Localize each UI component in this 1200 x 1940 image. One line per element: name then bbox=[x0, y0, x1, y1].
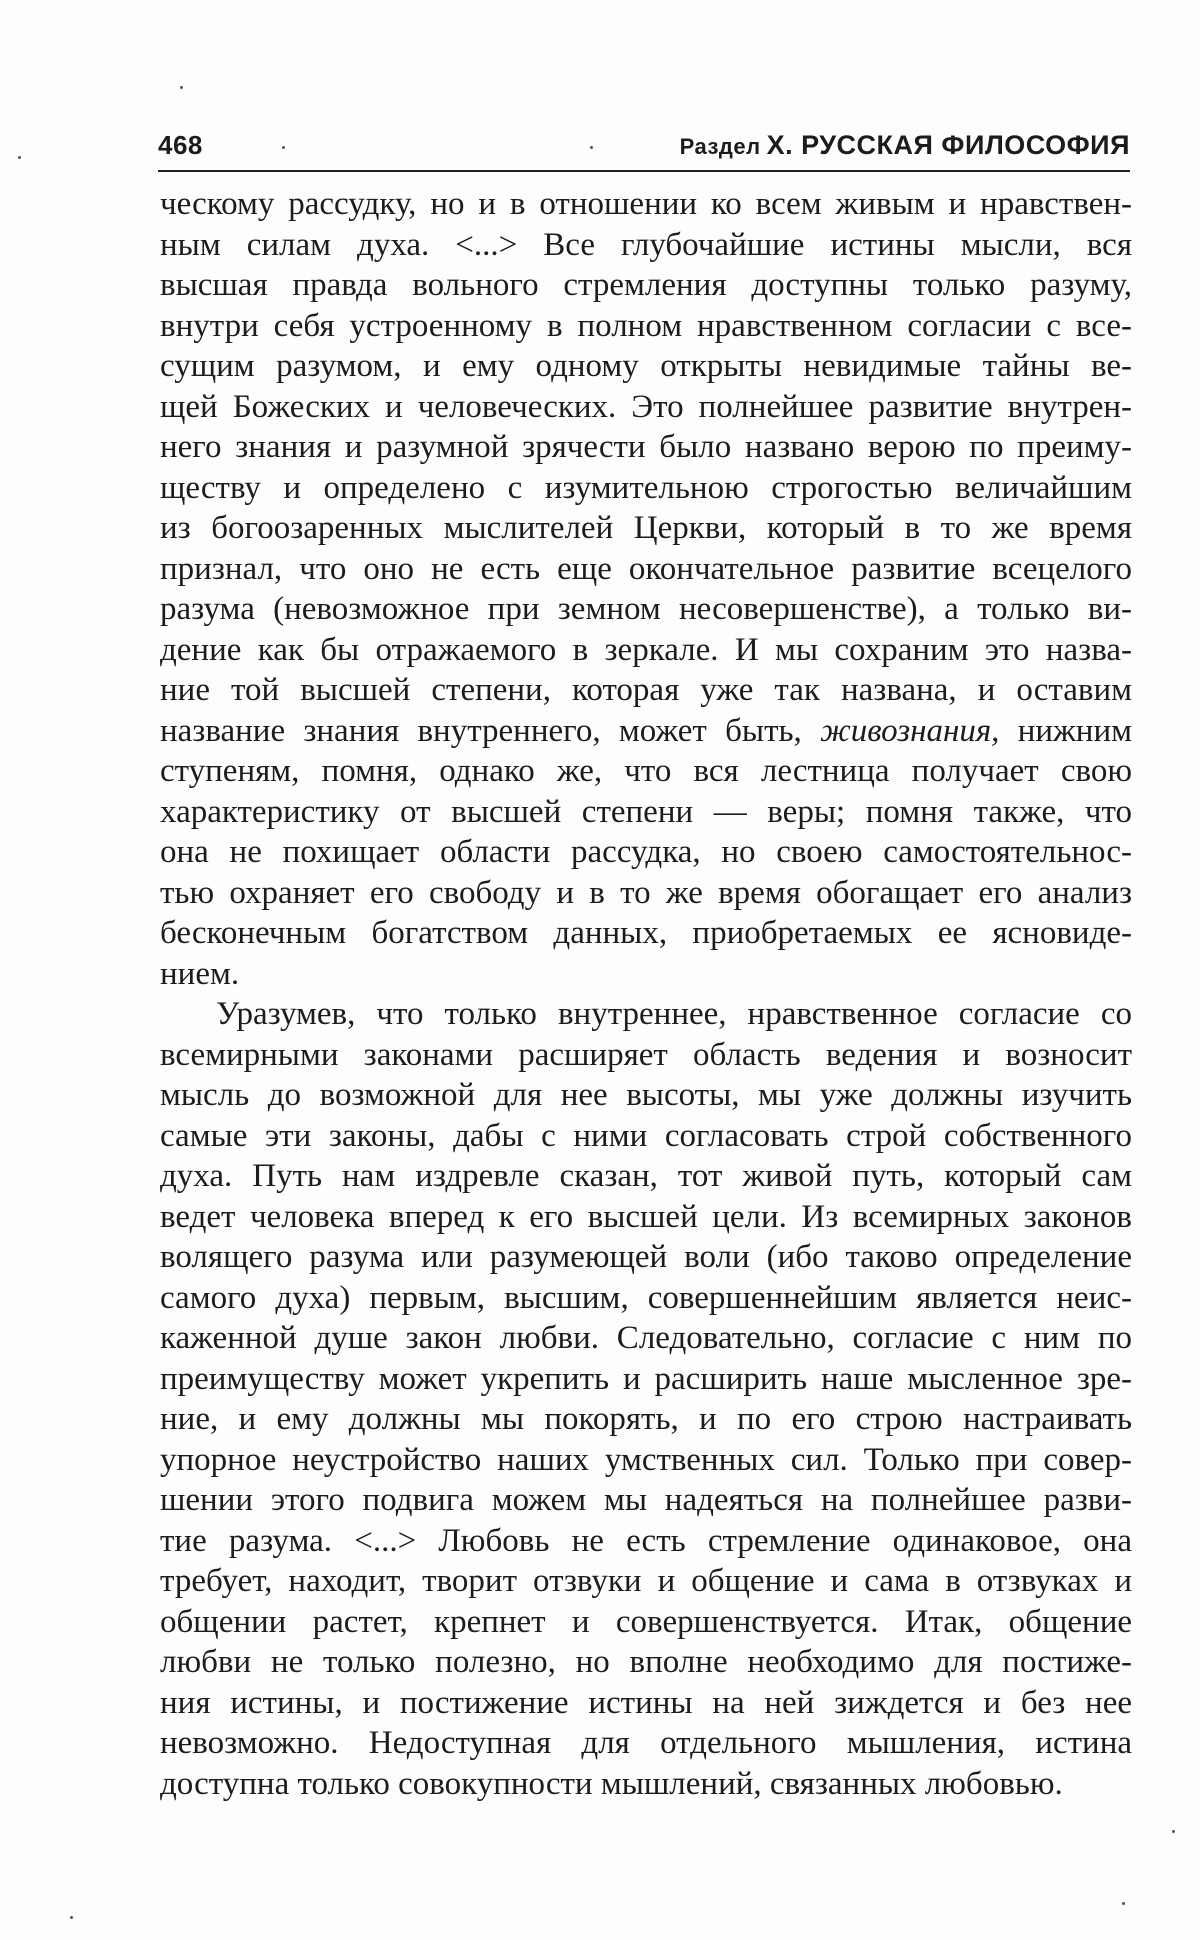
text-line: сущим разумом, и ему одному открыты невидимые тайны ве- bbox=[160, 348, 1132, 384]
text-line: нием. bbox=[160, 955, 240, 992]
section-title: Х. РУССКАЯ ФИЛОСОФИЯ bbox=[766, 130, 1130, 160]
scan-speck bbox=[1122, 1902, 1125, 1905]
running-head bbox=[680, 130, 1130, 161]
text-line: тью охраняет его свободу и в то же время обогащает его анализ bbox=[160, 874, 1132, 911]
text-line: бесконечным богатством данных, приобретаемых ее ясновиде- bbox=[160, 915, 1132, 951]
text-line: дение как бы отражаемого в зеркале. И мы сохраним это назва- bbox=[160, 631, 1132, 668]
scan-speck bbox=[18, 156, 21, 159]
text-line: ведет человека вперед к его высшей цели. Из всемирных законов bbox=[160, 1198, 1132, 1235]
text-line: она не похищает области рассудка, но своею самостоятельнос- bbox=[160, 834, 1132, 870]
text-line: волящего разума или разумеющей воли (ибо таково определение bbox=[160, 1239, 1132, 1275]
text-line: всемирными законами расширяет область ведения и возносит bbox=[160, 1036, 1132, 1073]
text-segment: название знания внутреннего, может быть, bbox=[160, 712, 802, 749]
page-header bbox=[158, 126, 1130, 172]
paragraph-first-line: Уразумев, что только внутреннее, нравственное согласие со bbox=[216, 996, 1132, 1032]
text-line: доступна только совокупности мышлений, связанных любовью. bbox=[160, 1765, 1063, 1802]
text-line: высшая правда вольного стремления доступны только разуму, bbox=[160, 267, 1132, 303]
text-line: духа. Путь нам издревле сказан, тот живой путь, который сам bbox=[160, 1158, 1132, 1194]
text-line: самого духа) первым, высшим, совершеннейшим является неис- bbox=[160, 1279, 1132, 1316]
text-line: требует, находит, творит отзвуки и общение и сама в отзвуках и bbox=[160, 1563, 1132, 1599]
italic-term: живознания, bbox=[820, 712, 1000, 749]
text-line: тие разума. <...> Любовь не есть стремление одинаковое, она bbox=[160, 1522, 1132, 1559]
text-line: каженной душе закон любви. Следовательно, согласие с ним по bbox=[160, 1320, 1132, 1356]
text-line: него знания и разумной зрячести было названо верою по преиму- bbox=[160, 429, 1132, 465]
text-segment: нижним bbox=[1017, 712, 1133, 749]
text-line: невозможно. Недоступная для отдельного мышления, истина bbox=[160, 1725, 1132, 1761]
scan-speck bbox=[180, 86, 183, 89]
text-line: общении растет, крепнет и совершенствуется. Итак, общение bbox=[160, 1603, 1132, 1640]
text-line: ния истины, и постижение истины на ней зиждется и без нее bbox=[160, 1684, 1132, 1721]
text-line: самые эти законы, дабы с ними согласовать строй собственного bbox=[160, 1117, 1132, 1154]
text-line: мысль до возможной для нее высоты, мы уже должны изучить bbox=[160, 1077, 1132, 1113]
text-line: упорное неустройство наших умственных сил. Только при совер- bbox=[160, 1441, 1132, 1478]
scan-speck bbox=[1172, 1830, 1175, 1833]
text-line: из богоозаренных мыслителей Церкви, который в то же время bbox=[160, 510, 1132, 546]
text-line: ществу и определено с изумительною строгостью величайшим bbox=[160, 469, 1132, 506]
text-line: внутри себя устроенному в полном нравственном согласии с все- bbox=[160, 307, 1132, 344]
text-line: характеристику от высшей степени — веры; помня также, что bbox=[160, 793, 1132, 830]
text-line: признал, что оно не есть еще окончательное развитие всецелого bbox=[160, 550, 1132, 587]
section-label: Раздел bbox=[679, 134, 761, 159]
text-line: преимуществу может укрепить и расширить наше мысленное зре- bbox=[160, 1360, 1132, 1397]
text-line-with-italic bbox=[160, 711, 1132, 752]
body-text bbox=[160, 184, 1132, 1804]
text-line: ным силам духа. <...> Все глубочайшие истины мысли, вся bbox=[160, 226, 1132, 263]
text-line: ческому рассудку, но и в отношении ко всем живым и нравствен- bbox=[160, 186, 1132, 222]
page-number: 468 bbox=[158, 130, 203, 160]
text-line: любви не только полезно, но вполне необходимо для постиже- bbox=[160, 1644, 1132, 1680]
scan-speck bbox=[590, 146, 593, 149]
text-line: шении этого подвига можем мы надеяться на полнейшее разви- bbox=[160, 1482, 1132, 1518]
scan-speck bbox=[282, 146, 285, 149]
text-line: ние, и ему должны мы покорять, и по его строю настраивать bbox=[160, 1401, 1132, 1437]
text-line: щей Божеских и человеческих. Это полнейшее развитие внутрен- bbox=[160, 388, 1132, 425]
text-line: разума (невозможное при земном несовершенстве), а только ви- bbox=[160, 591, 1132, 627]
scan-speck bbox=[70, 1916, 73, 1919]
text-line: ние той высшей степени, которая уже так названа, и оставим bbox=[160, 672, 1132, 708]
text-line: ступеням, помня, однако же, что вся лестница получает свою bbox=[160, 753, 1132, 789]
